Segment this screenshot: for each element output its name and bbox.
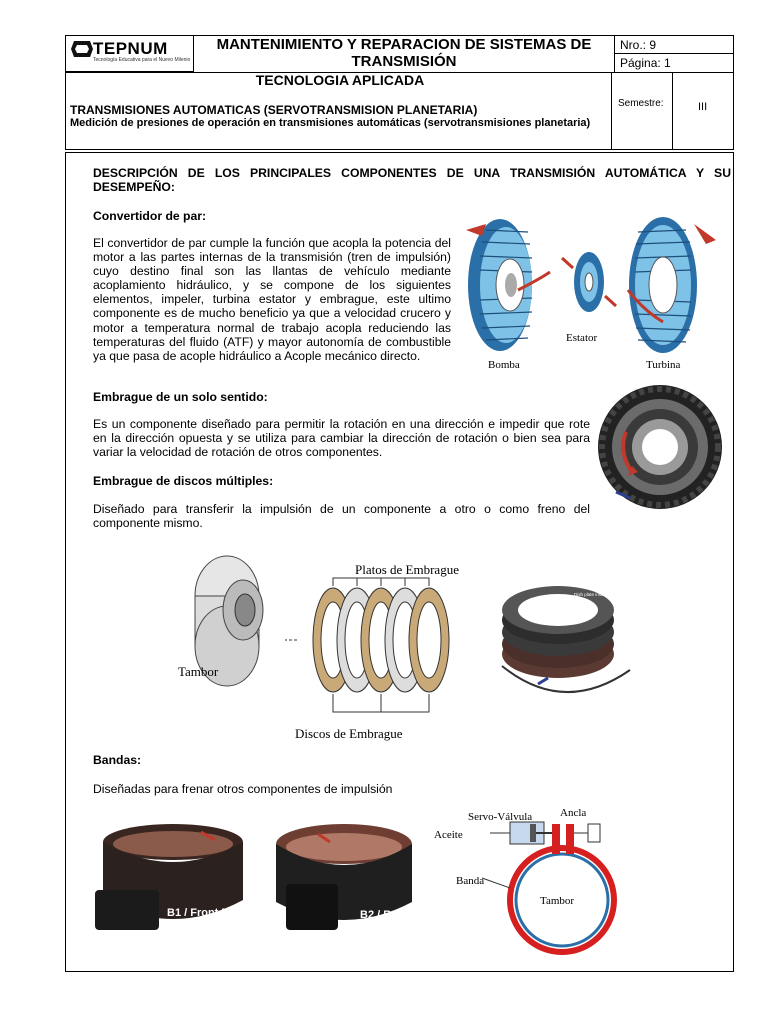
servo-band-diagram [432,800,632,960]
label-discos: Discos de Embrague [295,726,403,741]
label-servo: Servo-Válvula [468,811,533,823]
front-band-figure [91,820,251,938]
logo-tagline: Tecnología Educativa para el Nuevo Milenio [93,57,191,63]
logo-text: TEPNUM [93,39,168,58]
logo-cell [65,35,194,72]
topic: TRANSMISIONES AUTOMATICAS (SERVOTRANSMISION PLANETARIA) [70,103,478,117]
subtitle: TECNOLOGIA APLICADA [255,72,425,88]
semestre-divider-v [611,72,612,150]
nro-divider [614,53,734,54]
logo-icon [71,41,93,57]
label-bomba: Bomba [488,359,520,371]
section-text-embrague-sentido: Es un componente diseñado para permitir la rotación en una dirección e impedir que rote en la dirección opuesta y se utiliza para cambiar la dirección de rotación o bien sea para variar la velocidad de rotación de otros componentes. [93,417,590,460]
rear-band-figure [272,820,439,938]
label-ancla: Ancla [560,807,587,819]
section-text-convertidor: El convertidor de par cumple la función que acopla la potencia del motor a las partes internas de la transmisión (tren de impulsión) cuyo destino final son las llantas de vehículo mediante acoplamiento hidráulico, y se compone de los siguientes elementos, impeler, turbina estator y embrague, este ultimo componente es de mucho beneficio ya que a velocidad crucero y motor a temperatura normal de trabajo acopla reduciendo las temperaturas del fluido (ATF) y mayor autonomía de combustible ya que pasa de acople hidráulico a Acople mecánico directo. [93,236,451,363]
section-heading-embrague-discos: Embrague de discos múltiples: [93,474,274,488]
multi-disc-clutch-diagram [175,548,485,748]
label-tambor-clutch: Tambor [178,664,219,679]
label-estator: Estator [566,332,598,344]
document-number: Nro.: 9 [620,38,657,52]
topic-description: Medición de presiones de operación en transmisiones automáticas (servotransmisiones planetaria) [70,117,591,129]
label-turbina: Turbina [646,359,681,371]
semestre-label: Semestre: [618,98,664,109]
main-heading: DESCRIPCIÓN DE LOS PRINCIPALES COMPONENTES DE UNA TRANSMISIÓN AUTOMÁTICA Y SU DESEMPEÑO: [93,166,731,194]
label-b1: B1 / Front Band [167,907,249,919]
label-banda: Banda [456,875,485,887]
section-heading-bandas: Bandas: [93,753,142,767]
label-b2: B2 / Rear Band [360,909,439,921]
section-heading-convertidor: Convertidor de par: [93,209,207,223]
turbine-illustration [628,217,716,353]
semestre-value: III [698,101,708,113]
section-heading-embrague-sentido: Embrague de un solo sentido: [93,390,268,404]
pump-illustration [466,219,550,351]
clutch-plates-illustration [313,588,449,692]
label-dish-note: Dish plate installed 1st into drum – Dish DOWN [574,592,669,597]
one-way-clutch-figure [596,380,724,514]
torque-converter-figure [458,210,728,375]
section-text-bandas: Diseñadas para frenar otros componentes de impulsión [93,782,393,796]
document-title: MANTENIMIENTO Y REPARACION DE SISTEMAS DE TRANSMISIÓN [216,36,592,70]
label-tambor-servo: Tambor [540,895,575,907]
label-platos: Platos de Embrague [355,562,459,577]
section-text-embrague-discos: Diseñado para transferir la impulsión de un componente a otro o como freno del componente mismo. [93,502,590,531]
stator-illustration [562,252,616,312]
clutch-pack-figure [494,566,669,712]
page-number: Página: 1 [620,56,671,70]
semestre-divider-v2 [672,72,673,150]
label-aceite: Aceite [434,829,463,841]
